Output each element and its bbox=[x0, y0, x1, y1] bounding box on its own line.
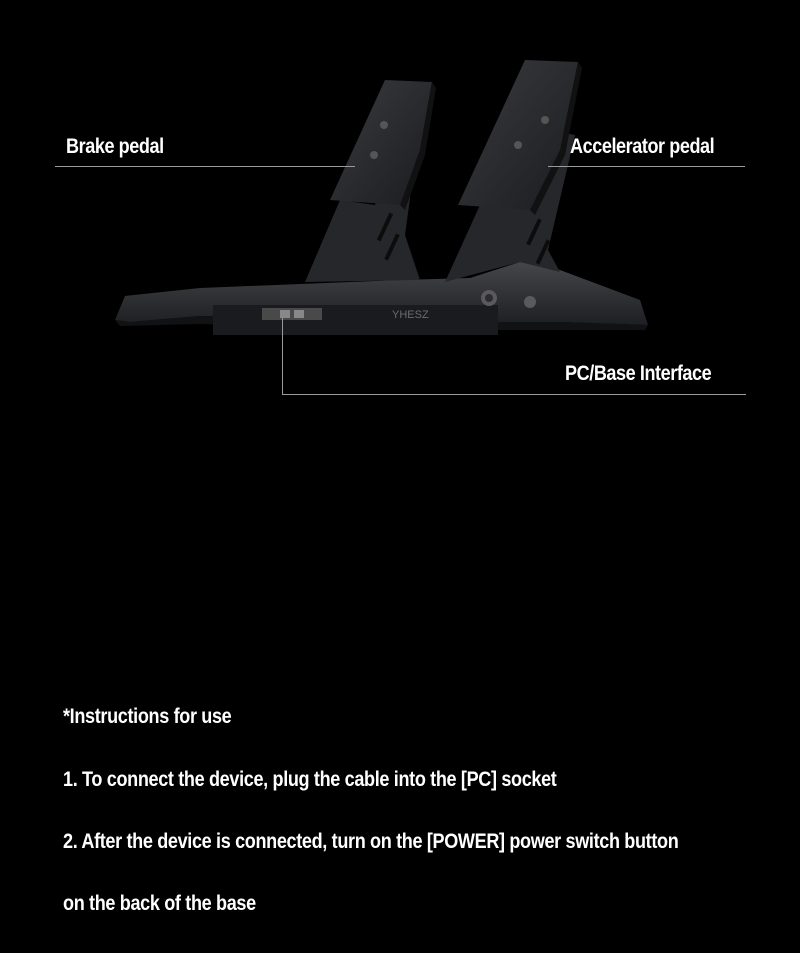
pc-base-interface-label: PC/Base Interface bbox=[565, 362, 712, 385]
instruction-step-1: 1. To connect the device, plug the cable into the [PC] socket bbox=[63, 768, 557, 791]
instructions-heading: *Instructions for use bbox=[63, 705, 232, 728]
interface-callout-line bbox=[282, 394, 746, 395]
brake-pedal bbox=[305, 80, 436, 282]
accelerator-pedal bbox=[445, 60, 582, 282]
brake-callout-line bbox=[55, 166, 355, 167]
brake-pedal-label: Brake pedal bbox=[66, 135, 164, 158]
accelerator-pedal-label: Accelerator pedal bbox=[570, 135, 715, 158]
pedal-set-illustration bbox=[0, 0, 800, 420]
accelerator-callout-line bbox=[548, 166, 745, 167]
interface-callout-vertical-line bbox=[282, 318, 283, 395]
instruction-step-2: 2. After the device is connected, turn on the [POWER] power switch button bbox=[63, 830, 679, 853]
instruction-step-2-continued: on the back of the base bbox=[63, 892, 256, 915]
brand-mark: YHESZ bbox=[392, 309, 429, 321]
